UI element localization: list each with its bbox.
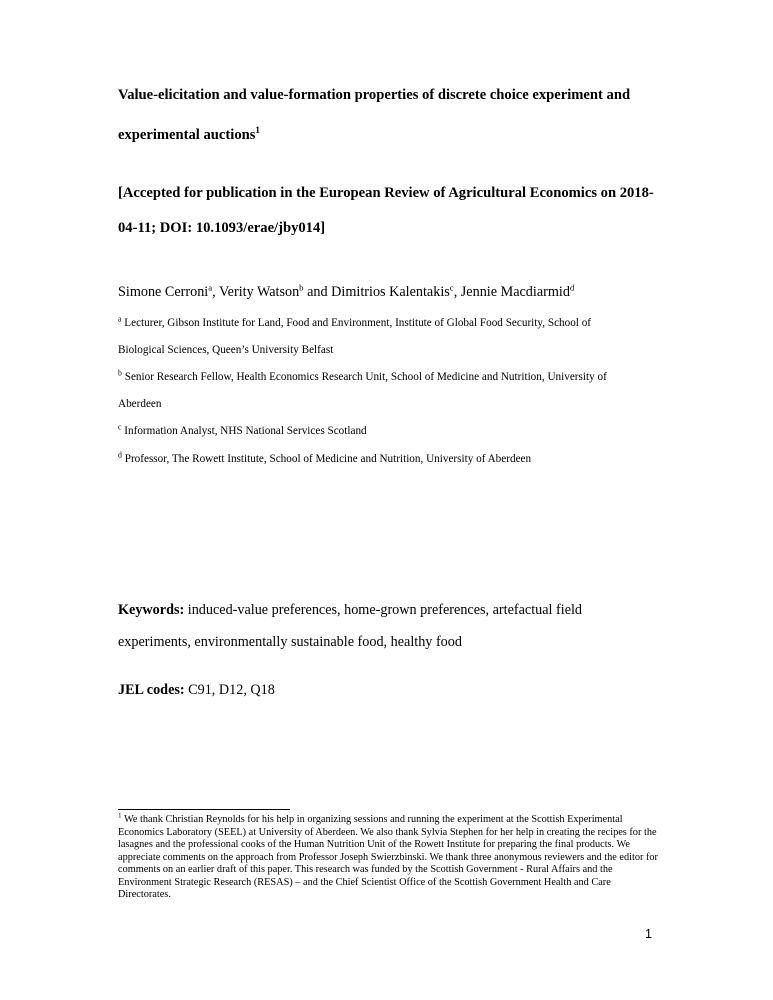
publication-note-line-1: [Accepted for publication in the European Review of Agricultural Economics on 2018- (118, 185, 654, 201)
paper-title-line-1: Value-elicitation and value-formation properties of discrete choice experiment and (118, 87, 631, 103)
affiliation-a-line-2: Biological Sciences, Queen’s University Belfast (118, 344, 334, 356)
jel-label: JEL codes: (118, 682, 185, 698)
page-number: 1 (645, 927, 652, 941)
author-marker: d (569, 282, 575, 293)
affiliation-marker: d (118, 450, 122, 460)
author-marker: a (208, 282, 213, 293)
author-marker: c (449, 282, 454, 293)
footnote-marker: 1 (118, 811, 122, 820)
author-separator: , (453, 284, 461, 300)
affiliation-marker: b (118, 368, 122, 378)
publication-note-line-2: 04-11; DOI: 10.1093/erae/jby014] (118, 220, 326, 236)
affiliation-c: $^c$ Information Analyst, NHS National Services Scotland (118, 422, 367, 437)
affiliation-b-line-1: $^b$ Senior Research Fellow, Health Economics Research Unit, School of Medicine and Nutrition, University of (118, 368, 607, 383)
author-name: Dimitrios Kalentakis (331, 284, 450, 300)
affiliation-marker: a (118, 314, 122, 324)
paper-title-line-2: experimental auctions$^1$ (118, 125, 260, 143)
author-marker: b (299, 282, 304, 293)
jel-codes: JEL codes: C91, D12, Q18 (118, 682, 275, 698)
footnote-separator (118, 809, 290, 810)
footnote-text: We thank Christian Reynolds for his help in organizing sessions and running the experiment at the Scottish Experimental Economics Laboratory (SEEL) at University of Aberdeen. We also thank Sylvia Stephen for her help in creating the recipes for the lasagnes and the professional cooks of the Human Nutrition Unit of the Rowett Institute for preparing the final products. We appreciate comments on the approach from Professor Joseph Swierzbinski. We thank three anonymous reviewers and the editor for comments on an earlier draft of this paper. This research was funded by the Scottish Government - Rural Affairs and the Environment Strategic Research (RESAS) – and the Chief Scientist Office of the Scottish Government Health and Care Directorates. (118, 814, 658, 900)
author-name: Verity Watson (219, 284, 300, 300)
author-name: Jennie Macdiarmid (460, 284, 570, 300)
affiliation-d: $^d$ Professor, The Rowett Institute, School of Medicine and Nutrition, University of Aberdeen (118, 450, 532, 465)
keywords-line-1: Keywords: induced-value preferences, home-grown preferences, artefactual field (118, 602, 583, 618)
author-separator: and (303, 284, 332, 300)
keywords-label: Keywords: (118, 602, 185, 618)
author-list (118, 283, 574, 301)
footnote (118, 811, 658, 902)
affiliation-b-line-2: Aberdeen (118, 398, 162, 410)
affiliation-a-line-1: $^a$ Lecturer, Gibson Institute for Land, Food and Environment, Institute of Global Food Security, School of (118, 314, 592, 329)
author-separator: , (212, 284, 219, 300)
title-footnote-marker: 1 (255, 125, 260, 136)
keywords-line-2: experiments, environmentally sustainable food, healthy food (118, 634, 462, 650)
author-name: Simone Cerroni (118, 284, 209, 300)
affiliation-marker: c (118, 422, 122, 432)
